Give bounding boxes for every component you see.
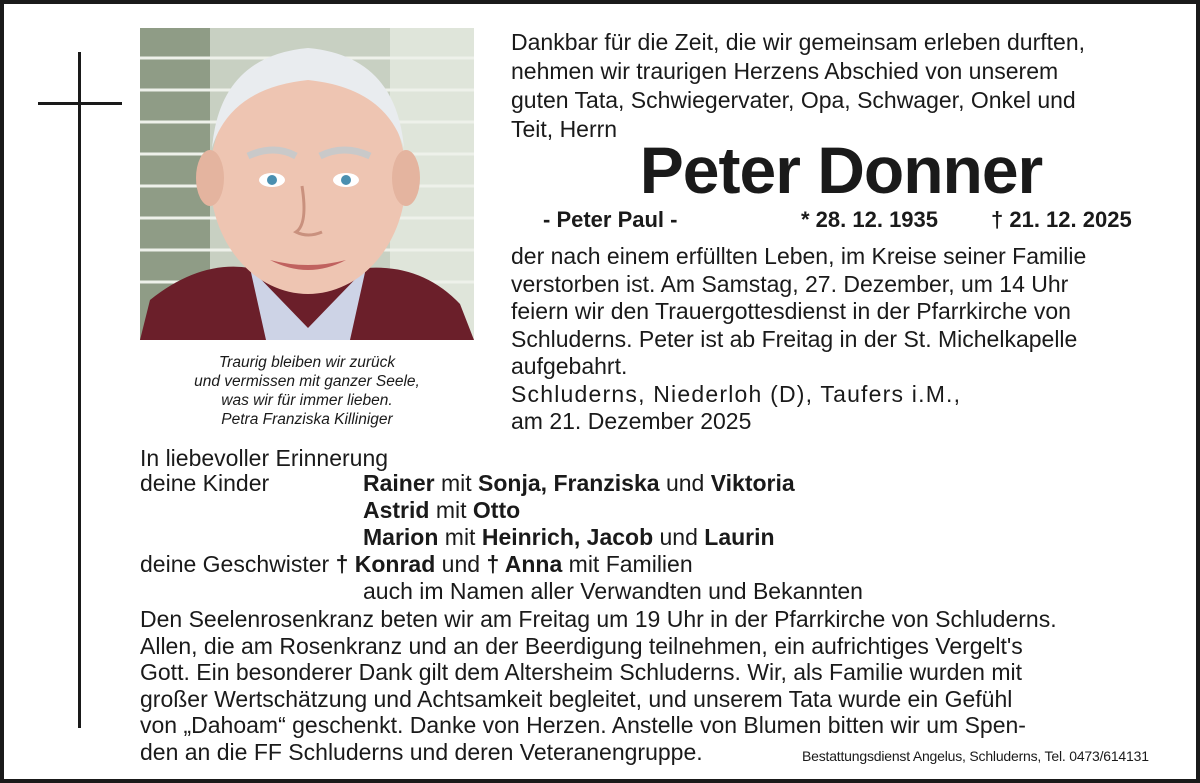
connector-text: und bbox=[659, 470, 711, 496]
body-line: feiern wir den Trauergottesdienst in der Pfarrkirche von bbox=[511, 298, 1071, 324]
intro-line: guten Tata, Schwiegervater, Opa, Schwager, Onkel und bbox=[511, 87, 1076, 113]
body-line: der nach einem erfüllten Leben, im Kreise seiner Familie bbox=[511, 243, 1087, 269]
siblings-row bbox=[140, 551, 693, 578]
connector-text: mit bbox=[438, 524, 482, 550]
closing-line: von „Dahoam“ geschenkt. Danke von Herzen. Anstelle von Blumen bitten wir um Spen- bbox=[140, 712, 1026, 738]
memorial-quote bbox=[142, 353, 472, 429]
closing-text bbox=[140, 606, 1172, 765]
closing-line: Den Seelenrosenkranz beten wir am Freitag um 19 Uhr in der Pfarrkirche von Schluderns. bbox=[140, 606, 1057, 632]
body-line: aufgebahrt. bbox=[511, 353, 628, 379]
connector-text: mit bbox=[434, 470, 479, 496]
closing-line: Allen, die am Rosenkranz und an der Beerdigung teilnehmen, ein aufrichtiges Vergelt's bbox=[140, 632, 1023, 659]
child-row bbox=[363, 497, 520, 524]
quote-line: und vermissen mit ganzer Seele, bbox=[194, 373, 420, 390]
closing-line: den an die FF Schluderns und deren Veteranengruppe. bbox=[140, 738, 703, 765]
life-dates bbox=[511, 207, 1171, 237]
siblings-label: deine Geschwister bbox=[140, 551, 330, 577]
grandchild-name: Laurin bbox=[704, 524, 775, 550]
relatives-line: auch im Namen aller Verwandten und Bekannten bbox=[363, 578, 863, 604]
death-date: † 21. 12. 2025 bbox=[991, 207, 1132, 232]
child-partner: Otto bbox=[472, 497, 521, 523]
closing-line: großer Wertschätzung und Achtsamkeit begleitet, und unserem Tata wurde ein Gefühl bbox=[140, 685, 1013, 712]
connector-text: mit Familien bbox=[562, 551, 693, 577]
child-name: Marion bbox=[363, 524, 439, 550]
body-line: verstorben ist. Am Samstag, 27. Dezember, um 14 Uhr bbox=[511, 270, 1069, 297]
child-row bbox=[363, 470, 795, 497]
intro-line: nehmen wir traurigen Herzens Abschied von unserem bbox=[511, 58, 1059, 84]
place-line: Schluderns, Niederloh (D), Taufers i.M., bbox=[511, 381, 962, 407]
connector-text: und bbox=[653, 524, 705, 550]
intro-text bbox=[511, 28, 1085, 144]
undertaker-credit: Bestattungsdienst Angelus, Schluderns, Tel. 0473/614131 bbox=[802, 748, 1149, 764]
child-name: Rainer bbox=[363, 470, 435, 496]
nickname: - Peter Paul - bbox=[543, 207, 678, 232]
family-heading: In liebevoller Erinnerung bbox=[140, 445, 389, 471]
grandchild-name: Viktoria bbox=[710, 470, 795, 496]
intro-line: Dankbar für die Zeit, die wir gemeinsam erleben durften, bbox=[511, 29, 1086, 55]
quote-line: was wir für immer lieben. bbox=[221, 392, 393, 409]
sibling-name: † Anna bbox=[486, 551, 563, 577]
birth-date: * 28. 12. 1935 bbox=[801, 207, 939, 232]
children-label: deine Kinder bbox=[140, 470, 270, 496]
intro-line: Teit, Herrn bbox=[511, 116, 618, 142]
connector-text: mit bbox=[429, 497, 473, 523]
closing-line: Gott. Ein besonderer Dank gilt dem Altersheim Schluderns. Wir, als Familie wurden mit bbox=[140, 659, 1023, 685]
deceased-name: Peter Donner bbox=[639, 133, 1043, 207]
quote-author: Petra Franziska Killiniger bbox=[221, 411, 393, 428]
quote-line: Traurig bleiben wir zurück bbox=[218, 354, 396, 371]
sibling-name: † Konrad bbox=[335, 551, 436, 577]
cross-icon-bar bbox=[38, 102, 122, 105]
cross-icon bbox=[78, 52, 81, 728]
body-line: Schluderns. Peter ist ab Freitag in der St. Michelkapelle bbox=[511, 325, 1078, 352]
child-row bbox=[363, 524, 775, 551]
connector-text: und bbox=[435, 551, 487, 577]
notice-date: am 21. Dezember 2025 bbox=[511, 408, 752, 434]
child-name: Astrid bbox=[363, 497, 430, 523]
portrait-photo bbox=[140, 28, 474, 340]
child-partner: Heinrich, Jacob bbox=[481, 524, 654, 550]
funeral-details bbox=[511, 243, 1086, 381]
child-partner: Sonja, Franziska bbox=[478, 470, 660, 496]
